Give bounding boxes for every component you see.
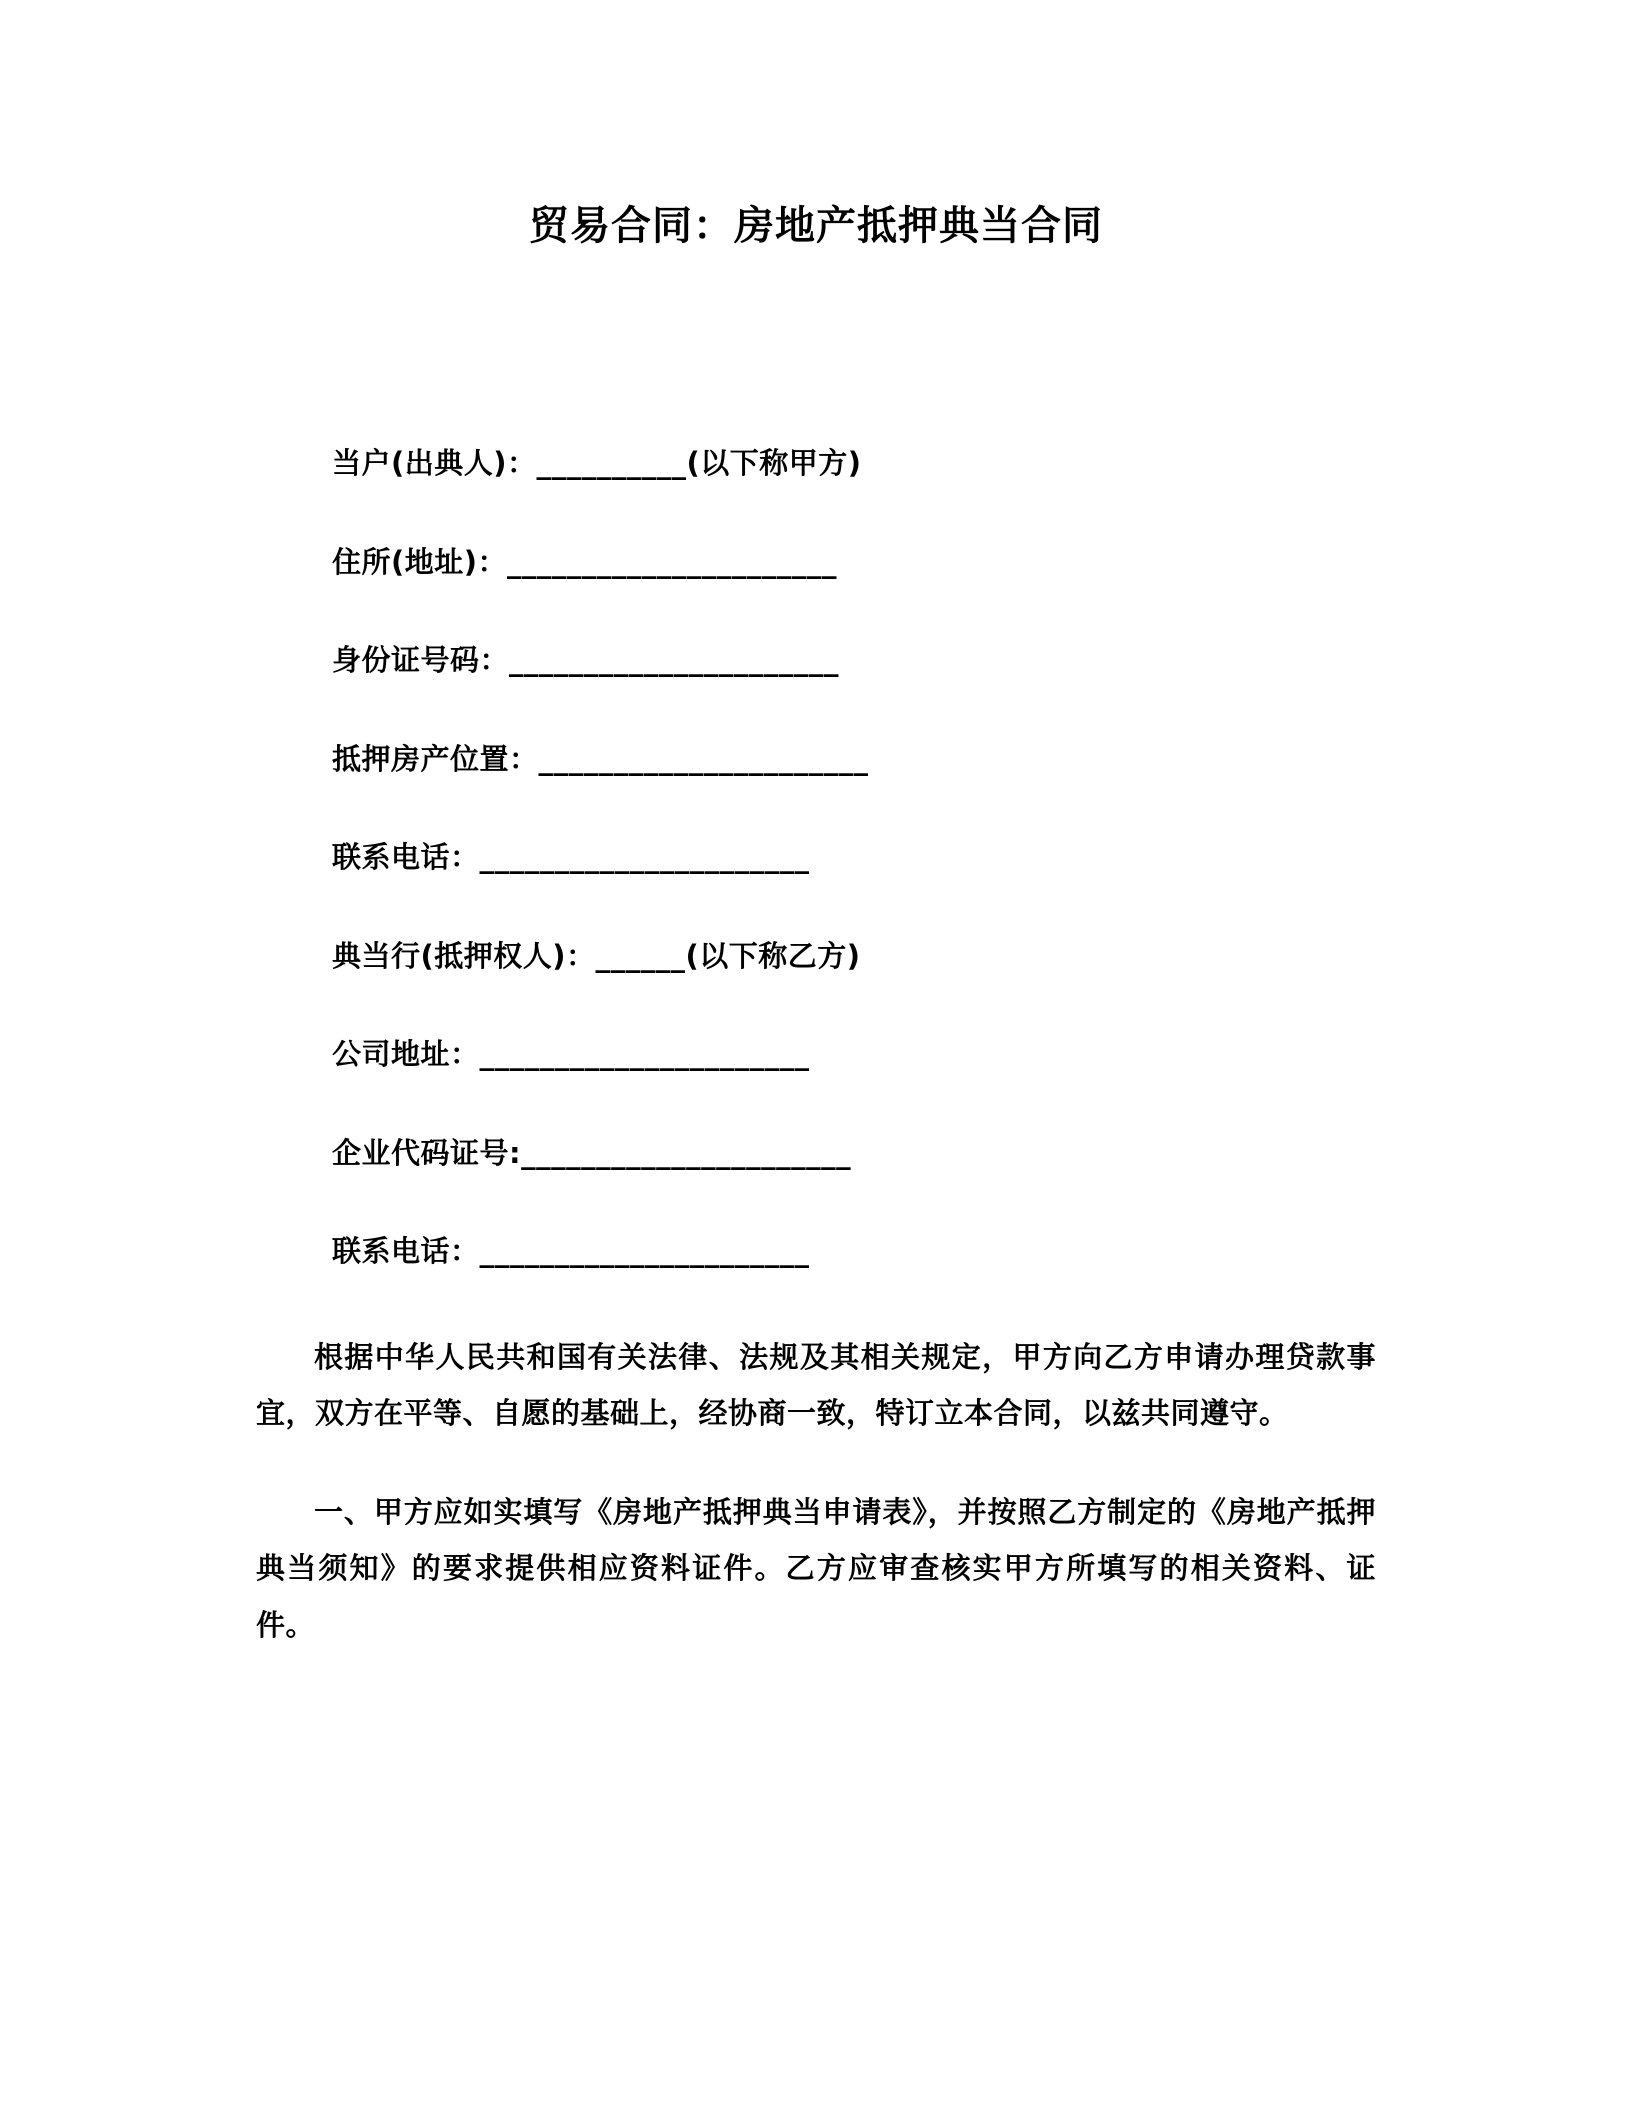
field-company-phone: 联系电话：______________________	[332, 1234, 810, 1268]
page-title: 贸易合同：房地产抵押典当合同	[529, 203, 1103, 249]
field-pawner-id-number: 身份证号码：______________________	[332, 643, 840, 677]
field-company-address: 公司地址：______________________	[332, 1037, 810, 1071]
field-pawner-name: 当户(出典人)：__________(以下称甲方)	[332, 446, 862, 480]
paragraph-clause-one: 一、甲方应如实填写《房地产抵押典当申请表》，并按照乙方制定的《房地产抵押典当须知》的要求提供相应资料证件。乙方应审查核实甲方所填写的相关资料、证件。	[256, 1494, 1376, 1642]
field-enterprise-code: 企业代码证号:______________________	[332, 1135, 852, 1170]
field-mortgaged-property-location: 抵押房产位置：______________________	[332, 741, 869, 776]
field-pawner-phone: 联系电话：______________________	[332, 840, 810, 874]
document-body	[256, 252, 1376, 1653]
field-pawnshop-name: 典当行(抵押权人)：______(以下称乙方)	[332, 938, 861, 973]
paragraph-preamble: 根据中华人民共和国有关法律、法规及其相关规定，甲方向乙方申请办理贷款事宜，双方在平等、自愿的基础上，经协商一致，特订立本合同，以兹共同遵守。	[256, 1339, 1376, 1431]
field-pawner-address: 住所(地址)：______________________	[332, 544, 838, 579]
